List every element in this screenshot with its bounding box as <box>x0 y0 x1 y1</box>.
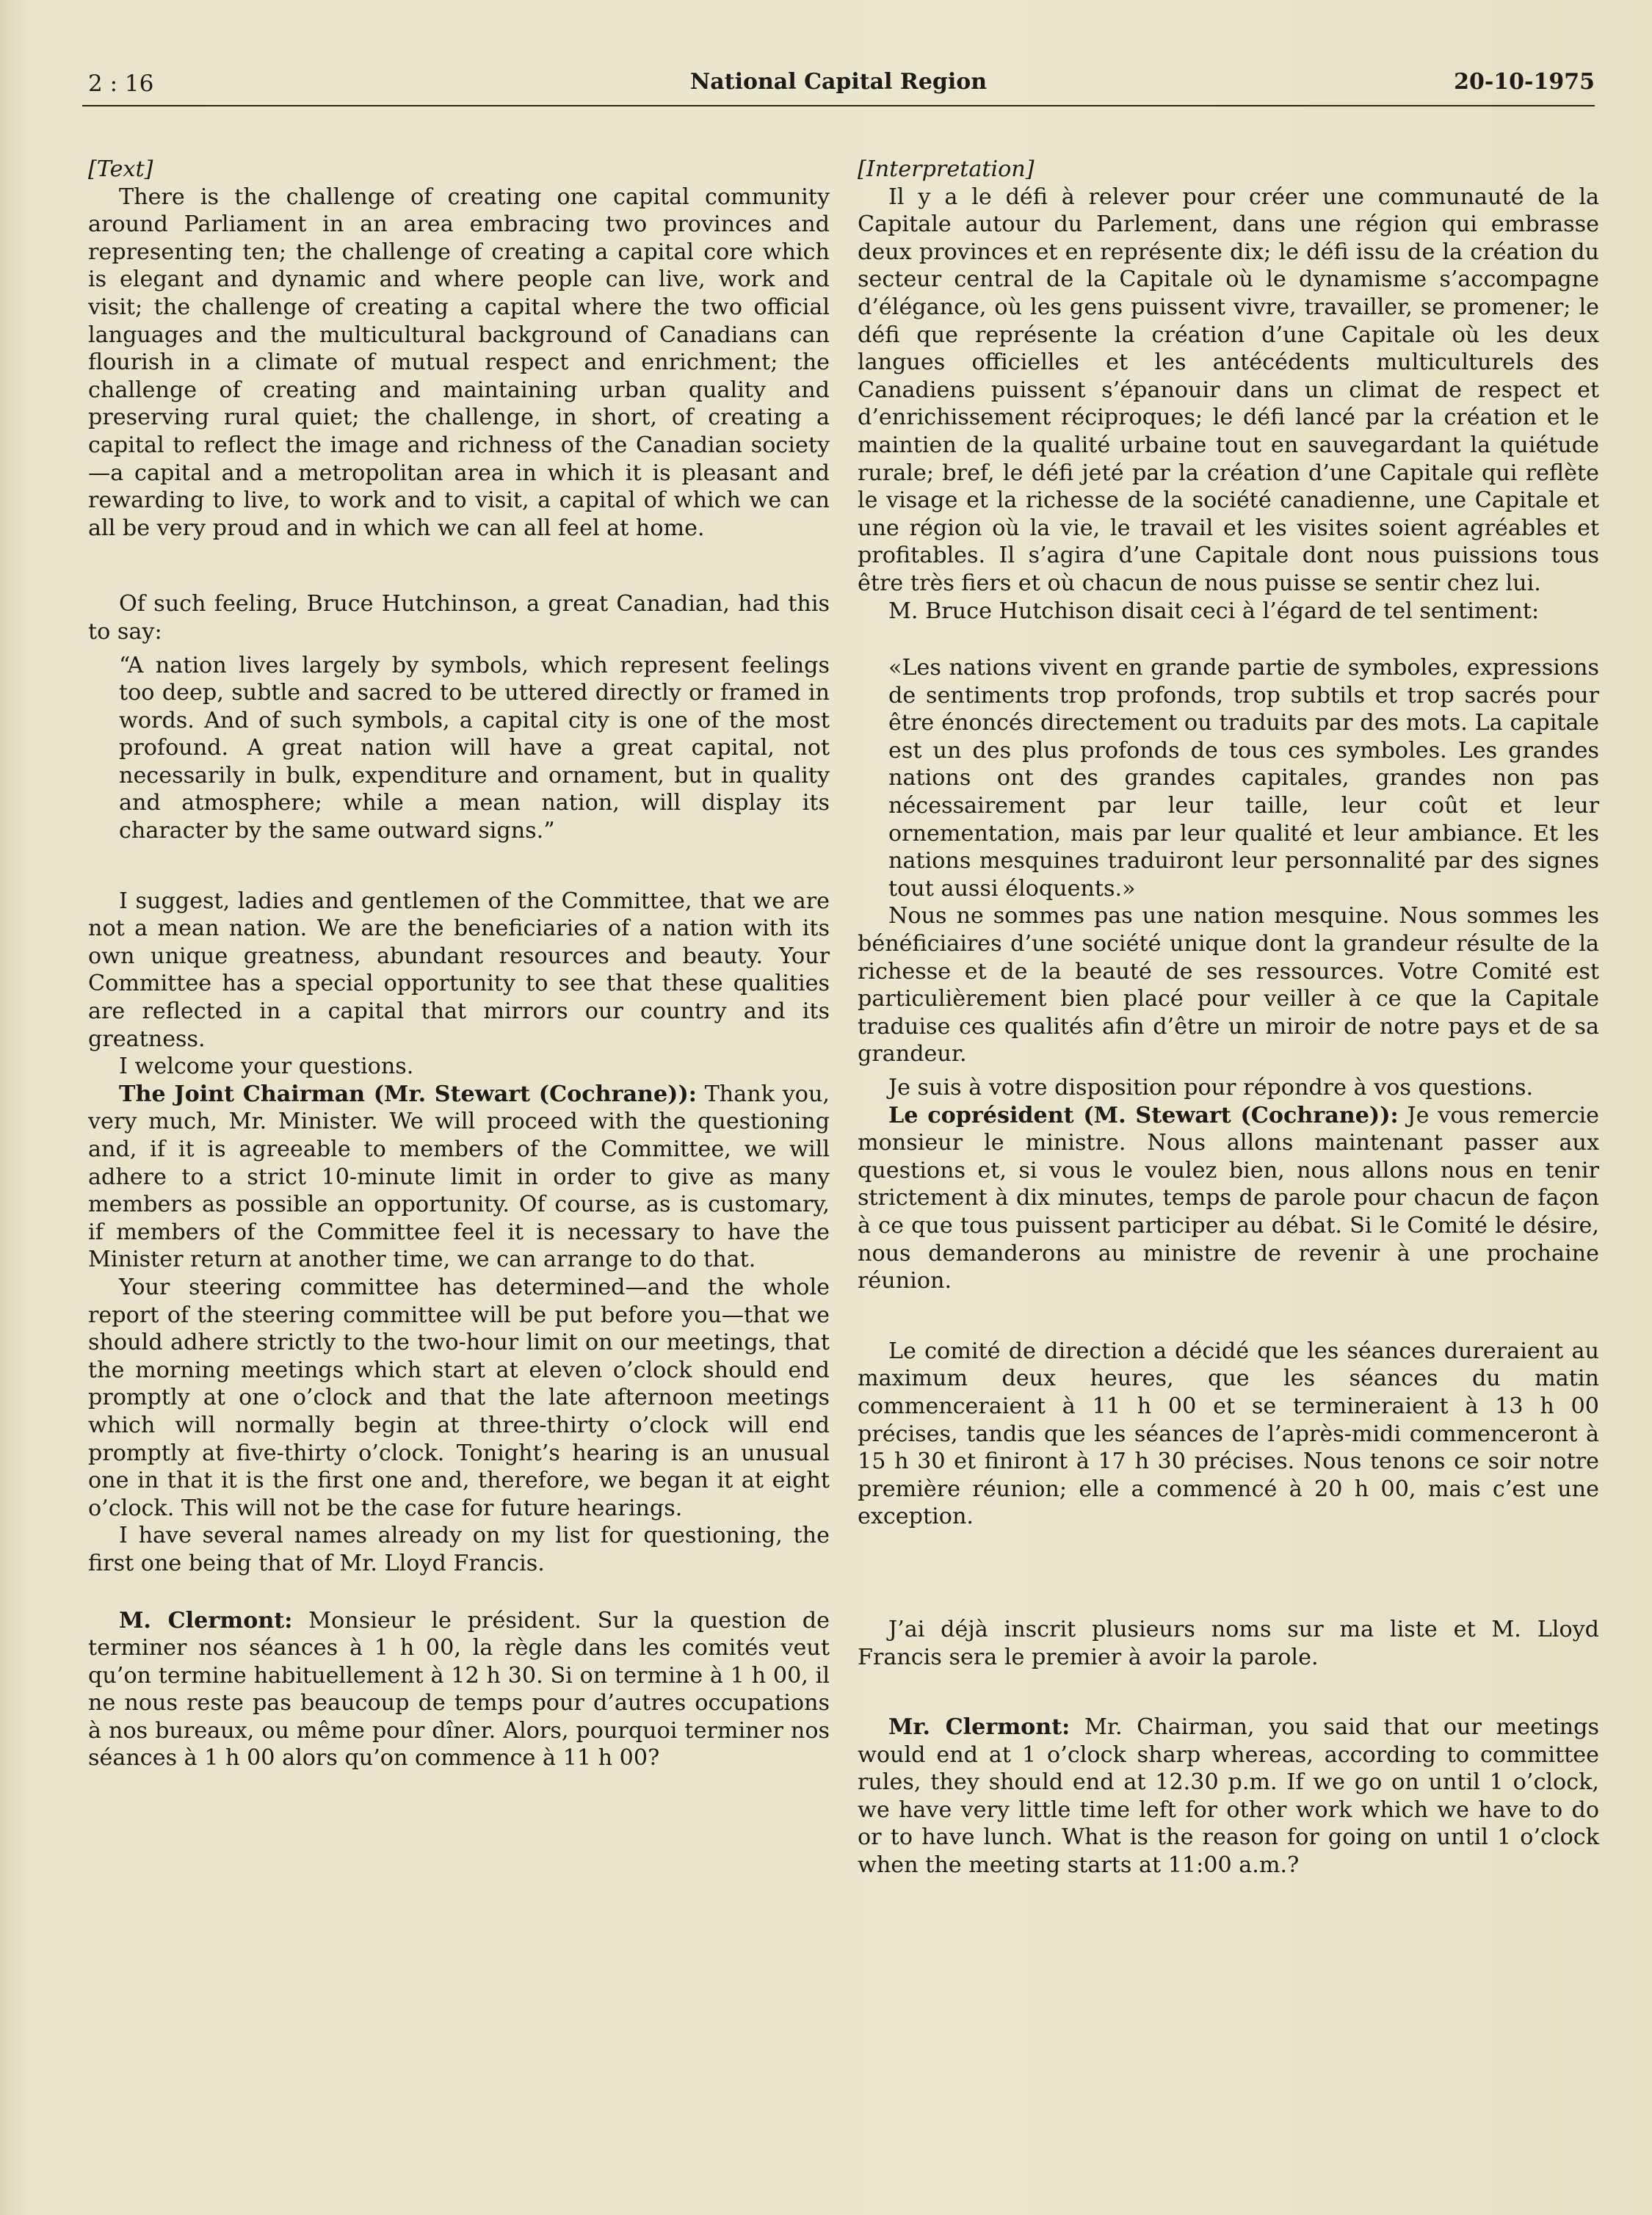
running-title: National Capital Region <box>689 69 988 95</box>
paragraph: M. Bruce Hutchison disait ceci à l’égard de tel sentiment: <box>888 598 1540 624</box>
block-quote: «Les nations vivent en grande partie de symboles, expressions de sentiments trop profonds, trop subtils et trop sacrés pour être énoncés directement ou traduits par des mots. La capitale est un des plus profonds de tous ces symboles. Les grandes nations ont des grandes capitales, grandes non pas nécessairement par leur taille, leur coût et leur ornementation, mais par leur qualité et leur ambiance. Et les nations mesquines traduiront leur personnalité par des signes tout aussi éloquents.» <box>888 655 1599 902</box>
paragraph: I welcome your questions. <box>119 1054 414 1080</box>
speaker-paragraph <box>88 1607 830 1773</box>
paragraph: Le comité de direction a décidé que les séances dureraient au maximum deux heures, que les séances du matin commenceraient à 11 h 00 et se termineraient à 13 h 00 précises, tandis que les séances de l’après-midi commenceront à 15 h 30 et finiront à 17 h 30 précises. Nous tenons ce soir notre première réunion; elle a commencé à 20 h 00, mais c’est une exception. <box>858 1338 1599 1530</box>
speaker-name: Mr. Clermont: <box>888 1714 1070 1741</box>
paragraph: There is the challenge of creating one capital community around Parliament in an area embracing two provinces and representing ten; the challenge of creating a capital core which is elegant and dynamic and where people can live, work and visit; the challenge of creating a capital where the two official languages and the multicultural background of Canadians can flourish in a climate of mutual respect and enrichment; the challenge of creating and maintaining urban quality and preserving rural quiet; the challenge, in short, of creating a capital to reflect the image and richness of the Canadian society—a capital and a metropolitan area in which it is pleasant and rewarding to live, to work and to visit, a capital of which we can all be very proud and in which we can all feel at home. <box>88 184 830 541</box>
interpretation-label: [Interpretation] <box>858 156 1035 182</box>
speaker-paragraph <box>88 1081 830 1274</box>
block-quote: “A nation lives largely by symbols, which represent feelings too deep, subtle and sacred to be uttered directly or framed in words. And of such symbols, a capital city is one of the most profound. A great nation will have a great capital, not necessarily in bulk, expenditure and ornament, but in quality and atmosphere; while a mean nation, will display its character by the same outward signs.” <box>119 652 830 844</box>
paragraph: J’ai déjà inscrit plusieurs noms sur ma liste et M. Lloyd Francis sera le premier à avoir la parole. <box>858 1616 1599 1670</box>
paragraph: Your steering committee has determined—and the whole report of the steering committee will be put before you—that we should adhere strictly to the two-hour limit on our meetings, that the morning meetings which start at eleven o’clock should end promptly at one o’clock and that the late afternoon meetings which will normally begin at three-thirty o’clock will end promptly at five-thirty o’clock. Tonight’s hearing is an unusual one in that it is the first one and, therefore, we began it at eight o’clock. This will not be the case for future hearings. <box>88 1274 830 1521</box>
paragraph: Of such feeling, Bruce Hutchinson, a great Canadian, had this to say: <box>88 591 830 645</box>
speaker-text: Monsieur le président. Sur la question de terminer nos séances à 1 h 00, la règle dans les comités veut qu’on termine habituellement à 12 h 30. Si on termine à 1 h 00, il ne nous reste pas beaucoup de temps pour d’autres occupations à nos bureaux, ou même pour dîner. Alors, pourquoi terminer nos séances à 1 h 00 alors qu’on commence à 11 h 00? <box>88 1607 830 1772</box>
speaker-paragraph <box>858 1714 1599 1879</box>
speaker-text: Mr. Chairman, you said that our meetings would end at 1 o’clock sharp whereas, according to committee rules, they should end at 12.30 p.m. If we go on until 1 o’clock, we have very little time left for other work which we have to do or to have lunch. What is the reason for going on until 1 o’clock when the meeting starts at 11:00 a.m.? <box>858 1714 1599 1879</box>
header-rule <box>82 105 1595 106</box>
speaker-paragraph <box>858 1102 1599 1295</box>
text-label: [Text] <box>88 156 153 182</box>
english-column <box>88 156 830 1772</box>
french-column <box>858 156 1599 1879</box>
paragraph: I suggest, ladies and gentlemen of the Committee, that we are not a mean nation. We are the beneficiaries of a nation with its own unique greatness, abundant resources and beauty. Your Committee has a special opportunity to see that these qualities are reflected in a capital that mirrors our country and its greatness. <box>88 888 830 1052</box>
speaker-text: Je vous remercie monsieur le ministre. Nous allons maintenant passer aux questions et, si vous le voulez bien, nous allons nous en tenir strictement à dix minutes, temps de parole pour chacun de façon à ce que tous puissent participer au débat. Si le Comité le désire, nous demanderons au ministre de revenir à une prochaine réunion. <box>858 1102 1599 1294</box>
paragraph: I have several names already on my list for questioning, the first one being that of Mr. Lloyd Francis. <box>88 1523 830 1576</box>
speaker-name: M. Clermont: <box>119 1607 293 1634</box>
paragraph: Il y a le défi à relever pour créer une communauté de la Capitale autour du Parlement, dans une région qui embrasse deux provinces et en représente dix; le défi issu de la création du secteur central de la Capitale où le dynamisme s’accompagne d’élégance, où les gens puissent vivre, travailler, se promener; le défi que représente la création d’une Capitale où les deux langues officielles et les antécédents multiculturels des Canadiens puissent s’épanouir dans un climat de respect et d’enrichissement réciproques; le défi lancé par la création et le maintien de la qualité urbaine tout en sauvegardant la quiétude rurale; bref, le défi jeté par la création d’une Capitale qui reflète le visage et la richesse de la société canadienne, une Capitale et une région où la vie, le travail et les visites soient agréables et profitables. Il s’agira d’une Capitale dont nous puissions tous être très fiers et où chacun de nous puisse se sentir chez lui. <box>858 184 1599 596</box>
page-number: 2 : 16 <box>88 70 154 97</box>
paragraph: Je suis à votre disposition pour répondre à vos questions. <box>888 1075 1534 1101</box>
speaker-name: The Joint Chairman (Mr. Stewart (Cochrane)): <box>119 1081 697 1107</box>
page-date: 20-10-1975 <box>1454 69 1595 95</box>
speaker-text: Thank you, very much, Mr. Minister. We will proceed with the questioning and, if it is agreeable to members of the Committee, we will adhere to a strict 10-minute limit in order to give as many members as possible an opportunity. Of course, as is customary, if members of the Committee feel it is necessary to have the Minister return at another time, we can arrange to do that. <box>88 1081 830 1273</box>
speaker-name: Le coprésident (M. Stewart (Cochrane)): <box>888 1102 1399 1128</box>
paragraph: Nous ne sommes pas une nation mesquine. Nous sommes les bénéficiaires d’une société unique dont la grandeur résulte de la richesse et de la beauté de ses ressources. Votre Comité est particulièrement bien placé pour veiller à ce que la Capitale traduise ces qualités afin d’être un miroir de notre pays et de sa grandeur. <box>858 903 1599 1067</box>
page-header <box>82 68 1595 106</box>
